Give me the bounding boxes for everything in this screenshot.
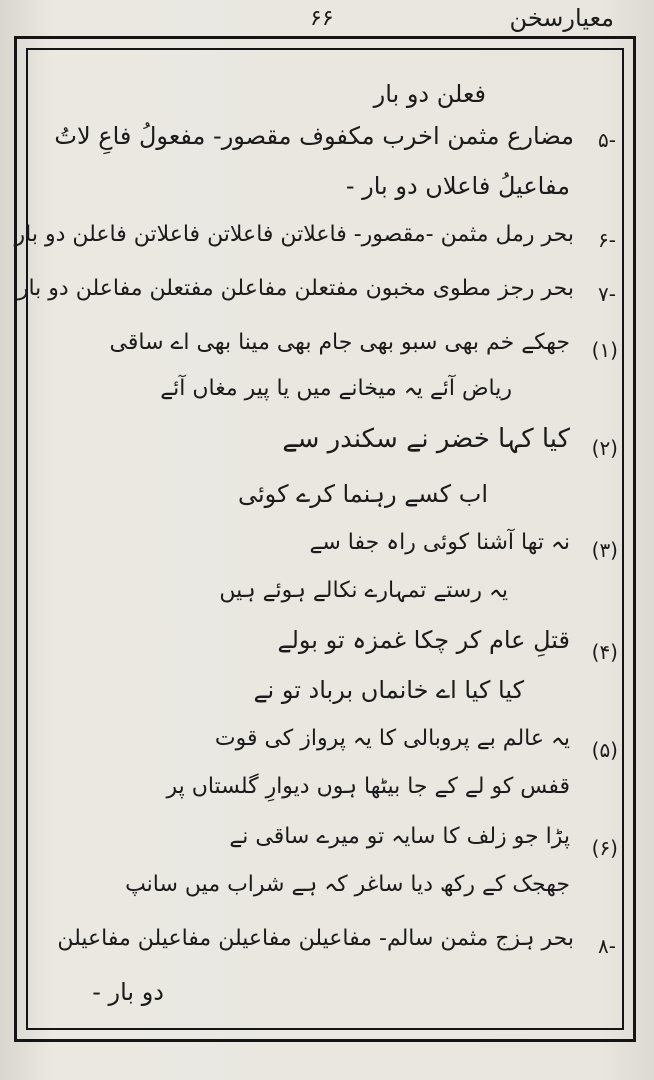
text-line: بحر ہزج مثمن سالم- مفاعیلن مفاعیلن مفاعیلن مفاعیلن [57, 926, 574, 951]
verse-line: کیا کیا اے خانماں برباد تو نے [253, 676, 524, 704]
verse-line: یہ رستے تمہارے نکالے ہوئے ہیں [219, 578, 508, 603]
verse-number: (۴) [591, 640, 618, 664]
verse-line: قفس کو لے کے جا بیٹھا ہوں دیوارِ گلستاں پر [166, 774, 570, 799]
text-line: مفاعیلُ فاعلاں دو بار - [345, 172, 570, 200]
verse-line: نہ تھا آشنا کوئی راہ جفا سے [309, 530, 570, 555]
item-number: ۶- [598, 228, 616, 252]
text-line: بحر رمل مثمن -مقصور- فاعلاتن فاعلاتن فاعلاتن فاعلن دو بار [14, 222, 574, 247]
verse-line: کیا کہا خضر نے سکندر سے [282, 424, 570, 454]
text-line: دو بار - [92, 978, 164, 1006]
text-line: فعلن دو بار [373, 80, 486, 108]
verse-line: جھجک کے رکھ دیا ساغر کہ ہے شراب میں سانپ [125, 872, 570, 897]
verse-number: (۲) [591, 436, 618, 460]
verse-line: یہ عالم بے پروبالی کا یہ پرواز کی قوت [214, 726, 570, 751]
text-line: مضارع مثمن اخرب مکفوف مقصور- مفعولُ فاعِ لاتُ [54, 122, 574, 150]
verse-line: قتلِ عام کر چکا غمزہ تو بولے [277, 626, 570, 654]
text-line: بحر رجز مطوی مخبون مفتعلن مفاعلن مفتعلن مفاعلن دو بار [17, 276, 574, 301]
verse-number: (۵) [591, 738, 618, 762]
running-title: معیارسخن [509, 4, 614, 32]
verse-number: (۱) [591, 338, 618, 362]
verse-line: جھکے خم بھی سبو بھی جام بھی مینا بھی اے ساقی [109, 330, 570, 355]
verse-number: (۳) [591, 538, 618, 562]
item-number: ۸- [598, 934, 616, 958]
verse-line: پڑا جو زلف کا سایہ تو میرے ساقی نے [229, 824, 570, 849]
item-number: ۵- [598, 128, 616, 152]
verse-number: (۶) [591, 836, 618, 860]
verse-line: ریاض آئے یہ میخانے میں یا پیر مغاں آئے [160, 376, 512, 401]
item-number: ۷- [598, 282, 616, 306]
page-number: ۶۶ [310, 6, 334, 31]
verse-line: اب کسے رہنما کرے کوئی [238, 480, 488, 508]
